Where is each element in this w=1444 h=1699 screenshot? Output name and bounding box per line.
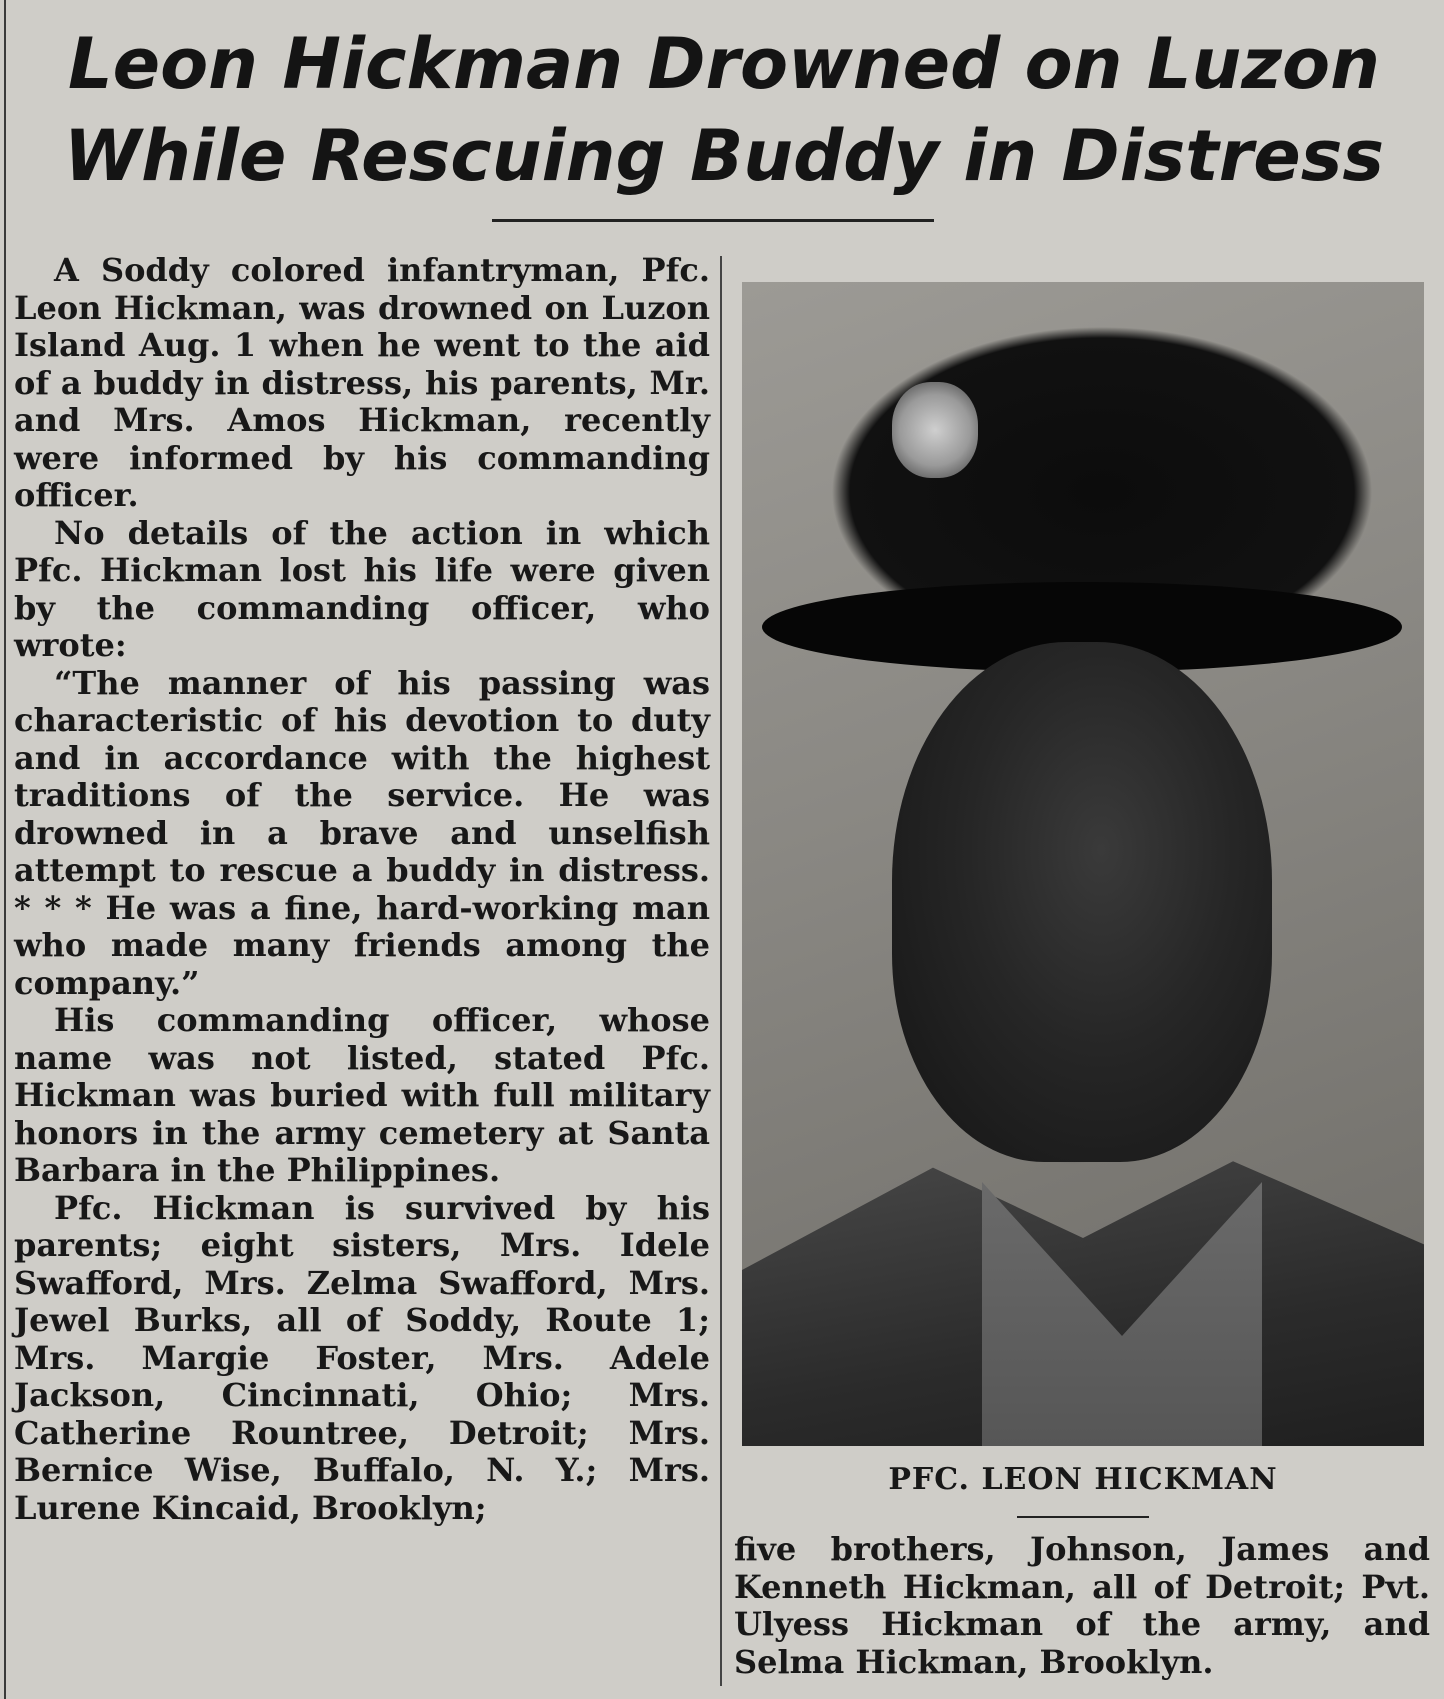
article-continuation: five brothers, Johnson, James and Kenneth Hickman, all of Detroit; Pvt. Ulyess Hickman of the army, and Selma Hickman, Brooklyn. xyxy=(734,1530,1430,1681)
article-column-right xyxy=(734,1531,1430,1681)
column-divider xyxy=(720,256,722,1686)
portrait-face xyxy=(892,642,1272,1162)
cap-insignia xyxy=(892,382,978,478)
article-column-left xyxy=(14,252,710,1527)
headline-line-1: Leon Hickman Drowned on Luzon xyxy=(68,23,1380,105)
article-paragraph: A Soddy colored infantryman, Pfc. Leon Hickman, was drowned on Luzon Island Aug. 1 when he went to the aid of a buddy in distress, his parents, Mr. and Mrs. Amos Hickman, recently were informed by his commanding officer. xyxy=(14,251,710,514)
article-paragraph: No details of the action in which Pfc. Hickman lost his life were given by the commanding officer, who wrote: xyxy=(14,513,710,664)
caption-rule xyxy=(1017,1516,1149,1518)
headline xyxy=(14,18,1434,202)
photo-caption: PFC. LEON HICKMAN xyxy=(888,1462,1278,1497)
article-paragraph: Pfc. Hickman is survived by his parents; eight sisters, Mrs. Idele Swafford, Mrs. Zelma Swafford, Mrs. Jewel Burks, all of Soddy, Route 1; Mrs. Margie Foster, Mrs. Adele Jackson, Cincinnati, Ohio; Mrs. Catherine Rountree, Detroit; Mrs. Bernice Wise, Buffalo, N. Y.; Mrs. Lurene Kincaid, Brooklyn; xyxy=(14,1188,710,1527)
page-edge-line xyxy=(4,0,6,1699)
article-paragraph: His commanding officer, whose name was not listed, stated Pfc. Hickman was buried with full military honors in the army cemetery at Santa Barbara in the Philippines. xyxy=(14,1001,710,1189)
headline-line-2: While Rescuing Buddy in Distress xyxy=(63,115,1385,197)
headline-rule xyxy=(492,219,934,222)
portrait-photo xyxy=(742,282,1424,1446)
article-quote: “The manner of his passing was characteristic of his devotion to duty and in accordance with the highest traditions of the service. He was drowned in a brave and unselfish attempt to rescue a buddy in distress. * * * He was a fine, hard-working man who made many friends among the company.” xyxy=(14,663,710,1002)
